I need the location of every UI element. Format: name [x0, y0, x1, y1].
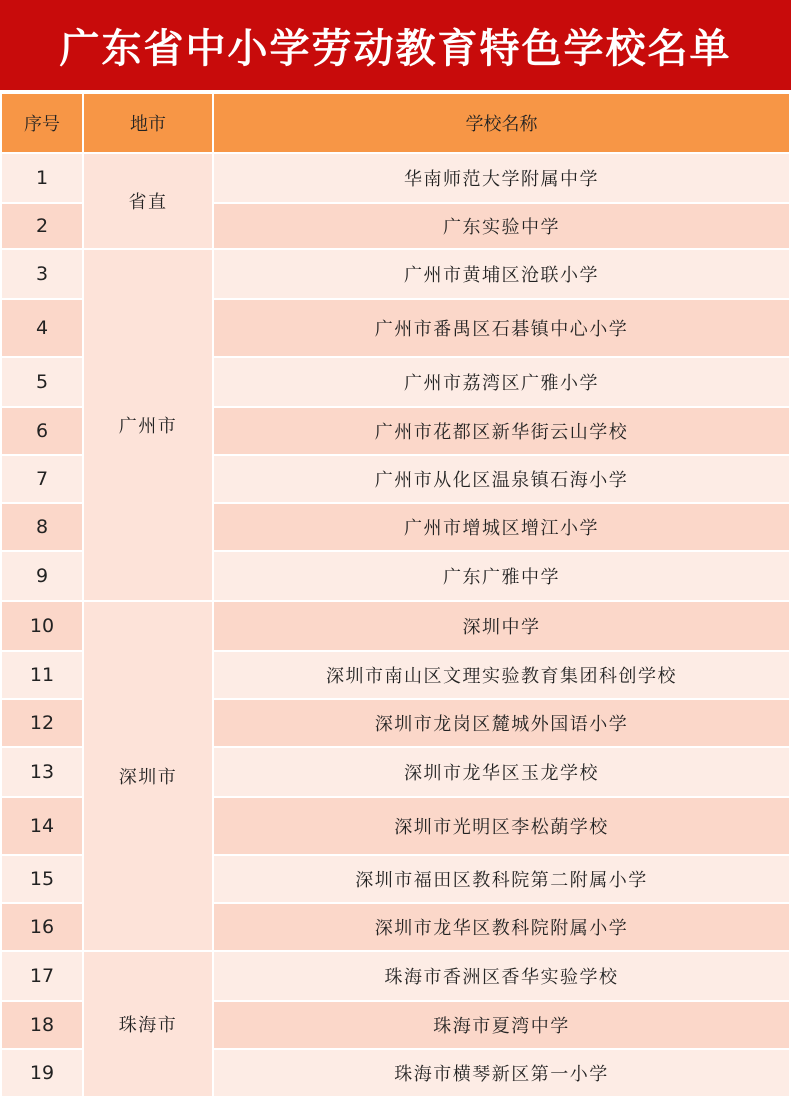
row-index: 18 [1, 1001, 83, 1049]
school-name: 珠海市香洲区香华实验学校 [213, 951, 790, 1001]
table-body [1, 153, 790, 1097]
school-name: 广州市花都区新华街云山学校 [213, 407, 790, 455]
school-name: 广州市荔湾区广雅小学 [213, 357, 790, 407]
row-index: 12 [1, 699, 83, 747]
city-cell: 省直 [83, 153, 213, 249]
school-name: 广州市黄埔区沧联小学 [213, 249, 790, 299]
row-index: 8 [1, 503, 83, 551]
school-name: 华南师范大学附属中学 [213, 153, 790, 203]
row-index: 11 [1, 651, 83, 699]
school-name: 深圳市南山区文理实验教育集团科创学校 [213, 651, 790, 699]
school-name: 珠海市夏湾中学 [213, 1001, 790, 1049]
page-title: 广东省中小学劳动教育特色学校名单 [59, 24, 732, 72]
school-name: 深圳市龙岗区麓城外国语小学 [213, 699, 790, 747]
header-city: 地市 [83, 93, 213, 153]
school-name: 广州市增城区增江小学 [213, 503, 790, 551]
school-name: 深圳市福田区教科院第二附属小学 [213, 855, 790, 903]
school-name: 珠海市横琴新区第一小学 [213, 1049, 790, 1097]
title-bar [0, 0, 791, 90]
school-table [0, 92, 791, 1098]
table-row [1, 153, 790, 203]
row-index: 17 [1, 951, 83, 1001]
row-index: 14 [1, 797, 83, 855]
school-name: 广东广雅中学 [213, 551, 790, 601]
row-index: 3 [1, 249, 83, 299]
row-index: 1 [1, 153, 83, 203]
school-name: 深圳市龙华区教科院附属小学 [213, 903, 790, 951]
city-cell: 广州市 [83, 249, 213, 601]
row-index: 10 [1, 601, 83, 651]
row-index: 2 [1, 203, 83, 249]
row-index: 4 [1, 299, 83, 357]
table-header-row [1, 93, 790, 153]
school-name: 深圳市龙华区玉龙学校 [213, 747, 790, 797]
school-name: 广州市番禺区石碁镇中心小学 [213, 299, 790, 357]
row-index: 19 [1, 1049, 83, 1097]
header-school: 学校名称 [213, 93, 790, 153]
row-index: 9 [1, 551, 83, 601]
row-index: 6 [1, 407, 83, 455]
row-index: 7 [1, 455, 83, 503]
table-row [1, 951, 790, 1001]
header-index: 序号 [1, 93, 83, 153]
row-index: 5 [1, 357, 83, 407]
table-row [1, 601, 790, 651]
school-name: 广东实验中学 [213, 203, 790, 249]
table-row [1, 249, 790, 299]
row-index: 13 [1, 747, 83, 797]
city-cell: 珠海市 [83, 951, 213, 1097]
city-cell: 深圳市 [83, 601, 213, 951]
row-index: 15 [1, 855, 83, 903]
school-name: 深圳中学 [213, 601, 790, 651]
row-index: 16 [1, 903, 83, 951]
school-name: 深圳市光明区李松蓢学校 [213, 797, 790, 855]
school-name: 广州市从化区温泉镇石海小学 [213, 455, 790, 503]
